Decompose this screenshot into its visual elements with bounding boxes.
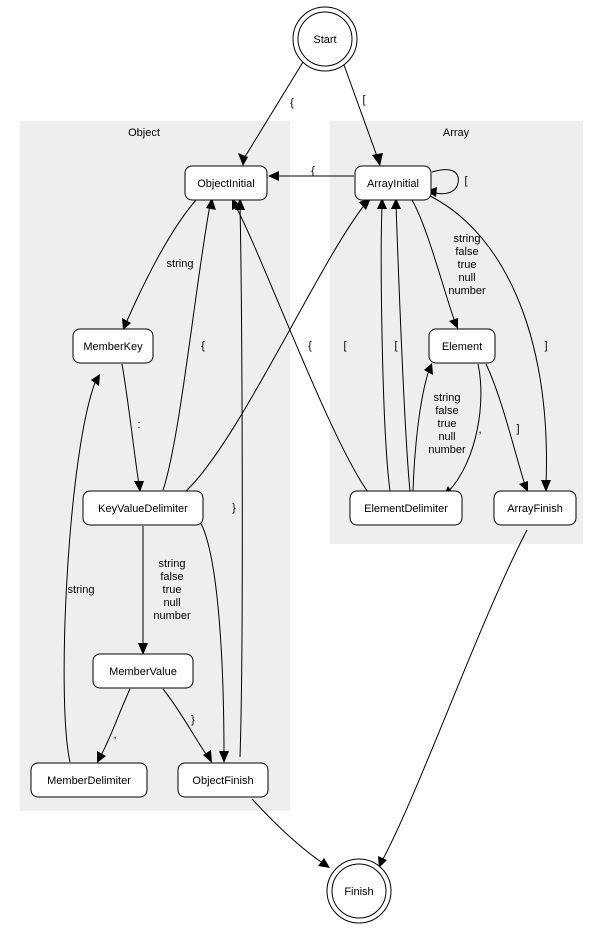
edge-label-memberkey-keyvalue: : xyxy=(137,418,141,431)
node-object-finish[interactable] xyxy=(178,763,268,797)
node-element-delimiter[interactable] xyxy=(350,491,462,525)
node-key-value-delimiter[interactable] xyxy=(83,491,203,525)
node-member-delimiter-label: MemberDelimiter xyxy=(47,774,131,787)
edge-label-keyvalue-objectfinish: } xyxy=(232,501,236,514)
cluster-object xyxy=(20,121,290,811)
node-array-initial-label: ArrayInitial xyxy=(367,177,419,190)
edge-label-start-array: [ xyxy=(362,93,366,106)
svg-text:true: true xyxy=(162,583,182,596)
svg-text:number: number xyxy=(428,443,466,456)
node-member-key-label: MemberKey xyxy=(83,340,143,353)
node-element-label: Element xyxy=(441,340,483,353)
edge-label-elementdelim-arrayinit2: [ xyxy=(394,339,398,352)
edge-label-start-object: { xyxy=(290,96,294,109)
node-element[interactable] xyxy=(429,329,495,363)
svg-text:true: true xyxy=(457,258,477,271)
node-object-initial-label: ObjectInitial xyxy=(197,177,255,190)
node-object-initial[interactable] xyxy=(185,166,267,200)
svg-text:false: false xyxy=(435,404,459,417)
svg-text:null: null xyxy=(438,430,456,443)
arrowhead-objectfinish-finish xyxy=(318,858,330,868)
edge-label-membervalue-memberdelim: , xyxy=(113,728,117,741)
edge-label-memberdelim-memberkey: string xyxy=(67,583,95,596)
svg-text:string: string xyxy=(433,391,461,404)
node-member-delimiter[interactable] xyxy=(31,763,147,797)
svg-text:null: null xyxy=(458,271,476,284)
node-element-delimiter-label: ElementDelimiter xyxy=(364,502,448,515)
svg-text:string: string xyxy=(453,232,481,245)
node-array-initial[interactable] xyxy=(355,166,431,200)
edge-label-elementdelim-arrayinit: [ xyxy=(343,339,347,352)
svg-text:string: string xyxy=(158,557,186,570)
edge-label-element-elementdelim: , xyxy=(478,423,482,436)
edge-arrayfinish-finish xyxy=(382,530,527,861)
svg-text:number: number xyxy=(448,284,486,297)
node-object-finish-label: ObjectFinish xyxy=(192,774,254,787)
cluster-object-label: Object xyxy=(128,126,160,139)
node-member-value[interactable] xyxy=(93,654,193,688)
edge-label-element-arrayfinish: ] xyxy=(544,339,548,352)
svg-text:false: false xyxy=(160,570,184,583)
edge-label-array-self: [ xyxy=(464,174,468,187)
svg-text:null: null xyxy=(163,596,181,609)
edge-label-object-memberkey: string xyxy=(166,257,194,270)
node-key-value-delimiter-label: KeyValueDelimiter xyxy=(98,502,188,515)
svg-text:true: true xyxy=(437,417,457,430)
node-array-finish[interactable] xyxy=(494,491,576,525)
cluster-object-rect xyxy=(20,121,290,811)
node-member-value-label: MemberValue xyxy=(109,665,177,678)
svg-text:number: number xyxy=(153,609,191,622)
node-array-finish-label: ArrayFinish xyxy=(507,502,563,515)
edge-label-arrayfinish-bracket: ] xyxy=(516,422,520,435)
cluster-array-label: Array xyxy=(442,126,470,139)
edge-label-keyvalue-objectinitial: { xyxy=(201,339,205,352)
node-finish-label: Finish xyxy=(344,885,374,898)
edge-label-membervalue-objectfinish: } xyxy=(191,713,195,726)
edge-label-array-object: { xyxy=(311,164,315,177)
edge-label-elementdelim-object: { xyxy=(308,339,312,352)
node-start-label: Start xyxy=(313,33,337,46)
node-finish[interactable] xyxy=(327,859,391,923)
node-member-key[interactable] xyxy=(73,329,153,363)
svg-text:false: false xyxy=(455,245,479,258)
node-start[interactable] xyxy=(293,7,357,71)
